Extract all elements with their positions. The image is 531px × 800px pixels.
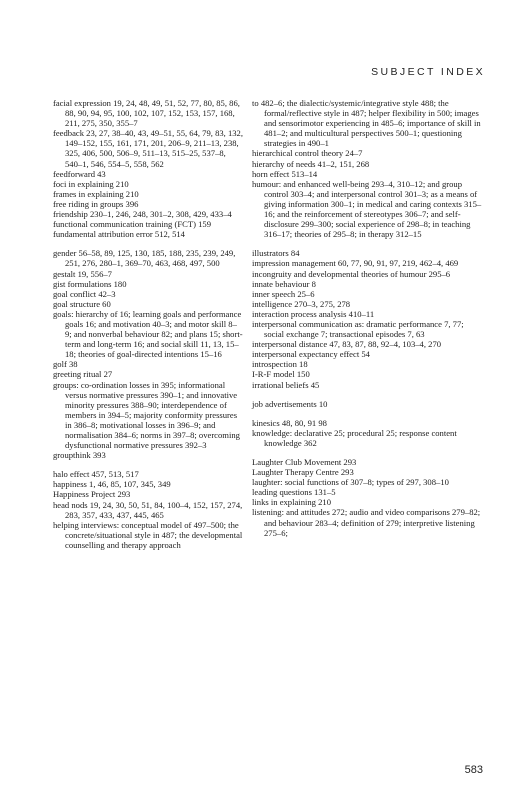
- index-entry: listening: and attitudes 272; audio and video comparisons 279–82; and behaviour 283–4; definition of 279; interpretive listening 275–6;: [252, 507, 481, 538]
- index-column-left: [53, 98, 243, 550]
- index-entry: groups: co-ordination losses in 395; informational versus normative pressures 390–1; and innovative minority pressures 388–90; interdependence of members in 394–5; majority conformity pressures in 386–8; motivational losses in 396–9; and normalisation 384–6; norms in 397–8; overcoming dysfunctional normative pressures 392–3: [53, 379, 240, 451]
- index-entry: free riding in groups 396: [53, 198, 139, 209]
- letter-group-gap: [252, 409, 484, 418]
- index-entry: inner speech 25–6: [252, 288, 315, 299]
- index-entry: gestalt 19, 556–7: [53, 268, 112, 279]
- index-entry: I-R-F model 150: [252, 369, 310, 380]
- index-entry: Laughter Therapy Centre 293: [252, 467, 354, 478]
- index-entry: leading questions 131–5: [252, 487, 336, 498]
- index-entry: gist formulations 180: [53, 278, 127, 289]
- index-entry: irrational beliefs 45: [252, 379, 320, 390]
- index-entry: interpersonal expectancy effect 54: [252, 349, 370, 360]
- index-entry: happiness 1, 46, 85, 107, 345, 349: [53, 479, 171, 490]
- index-entry: foci in explaining 210: [53, 178, 129, 189]
- index-entry: feedback 23, 27, 38–40, 43, 49–51, 55, 64, 79, 83, 132, 149–152, 155, 161, 171, 201, 206–9, 211–13, 238, 325, 406, 500, 506–9, 511–13, 515–25, 537–8, 540–1, 546, 554–5, 558, 562: [53, 128, 243, 169]
- index-entry: job advertisements 10: [252, 398, 328, 409]
- index-entry: feedforward 43: [53, 168, 106, 179]
- index-entry: Laughter Club Movement 293: [252, 457, 357, 467]
- page-number: 583: [464, 764, 483, 776]
- index-entry: functional communication training (FCT) 159: [53, 219, 211, 230]
- index-entry: incongruity and developmental theories of humour 295–6: [252, 268, 451, 279]
- index-entry: goals: hierarchy of 16; learning goals and performance goals 16; and motivation 40–3; and motor skill 8–9; and nonverbal behaviour 82; and plans 15; short-term and long-term 16; and social skill 11, 13, 15–18; theories of goal-directed intentions 15–16: [53, 308, 243, 360]
- index-entry: humour: and enhanced well-being 293–4, 310–12; and group control 303–4; and interpersonal control 301–3; as a means of giving information 300–1; in medical and caring contexts 315–16; and the reinforcement of stereotypes 306–7; and self-disclosure 299–300; social experience of 298–8; in teaching 316–17; theories of 295–8; in therapy 312–15: [252, 178, 482, 240]
- index-entry: interaction process analysis 410–11: [252, 308, 375, 319]
- index-entry: head nods 19, 24, 30, 50, 51, 84, 100–4, 152, 157, 274, 283, 357, 433, 437, 445, 465: [53, 499, 243, 520]
- index-entry: kinesics 48, 80, 91 98: [252, 417, 327, 428]
- index-entry: interpersonal communication as: dramatic performance 7, 77; social exchange 7; transactional episodes 7, 63: [252, 318, 464, 340]
- index-entry: halo effect 457, 513, 517: [53, 469, 139, 480]
- index-entry: to 482–6; the dialectic/systemic/integrative style 488; the formal/reflective style in 487; helper flexibility in 500; images and sensorimotor experiencing in 485–6; importance of skill in 481–2; and multicultural perspectives 500–1; questioning strategies in 490–1: [252, 98, 481, 149]
- index-entry: innate behaviour 8: [252, 278, 316, 289]
- index-entry: frames in explaining 210: [53, 188, 139, 199]
- index-entry: intelligence 270–3, 275, 278: [252, 298, 351, 309]
- index-entry: laughter: social functions of 307–8; types of 297, 308–10: [252, 477, 449, 488]
- index-entry: goal structure 60: [53, 298, 111, 309]
- index-entry: horn effect 513–14: [252, 168, 318, 179]
- index-entry: links in explaining 210: [252, 497, 332, 508]
- index-entry: groupthink 393: [53, 450, 106, 461]
- letter-group-gap: [252, 239, 484, 248]
- index-entry: gender 56–58, 89, 125, 130, 185, 188, 235, 239, 249, 251, 276, 280–1, 369–70, 463, 468, 497, 500: [53, 248, 236, 269]
- letter-group-gap: [252, 448, 484, 457]
- index-entry: Happiness Project 293: [53, 489, 131, 500]
- index-entry: hierarchical control theory 24–7: [252, 148, 363, 159]
- index-entry: impression management 60, 77, 90, 91, 97, 219, 462–4, 469: [252, 258, 459, 269]
- letter-group-gap: [252, 390, 484, 399]
- letter-group-gap: [53, 460, 243, 469]
- index-entry: facial expression 19, 24, 48, 49, 51, 52, 77, 80, 85, 86, 88, 90, 94, 95, 100, 102, 107, 152, 153, 157, 168, 211, 275, 350, 355–7: [53, 98, 240, 129]
- index-entry: interpersonal distance 47, 83, 87, 88, 92–4, 103–4, 270: [252, 339, 442, 350]
- index-entry: greeting ritual 27: [53, 369, 113, 380]
- index-entry: golf 38: [53, 359, 78, 370]
- running-head: SUBJECT INDEX: [371, 66, 485, 78]
- index-entry: fundamental attribution error 512, 514: [53, 229, 185, 240]
- index-entry: helping interviews: conceptual model of 497–500; the concrete/situational style in 487; the developmental counselling and therapy approach: [53, 519, 243, 550]
- index-entry: knowledge: declarative 25; procedural 25; response content knowledge 362: [252, 427, 457, 448]
- index-entry: introspection 18: [252, 359, 308, 370]
- index-entry: illustrators 84: [252, 248, 300, 259]
- letter-group-gap: [53, 239, 243, 248]
- index-entry: hierarchy of needs 41–2, 151, 268: [252, 158, 370, 169]
- index-entry: friendship 230–1, 246, 248, 301–2, 308, 429, 433–4: [53, 209, 232, 220]
- index-column-right: [252, 98, 484, 538]
- index-entry: goal conflict 42–3: [53, 288, 116, 299]
